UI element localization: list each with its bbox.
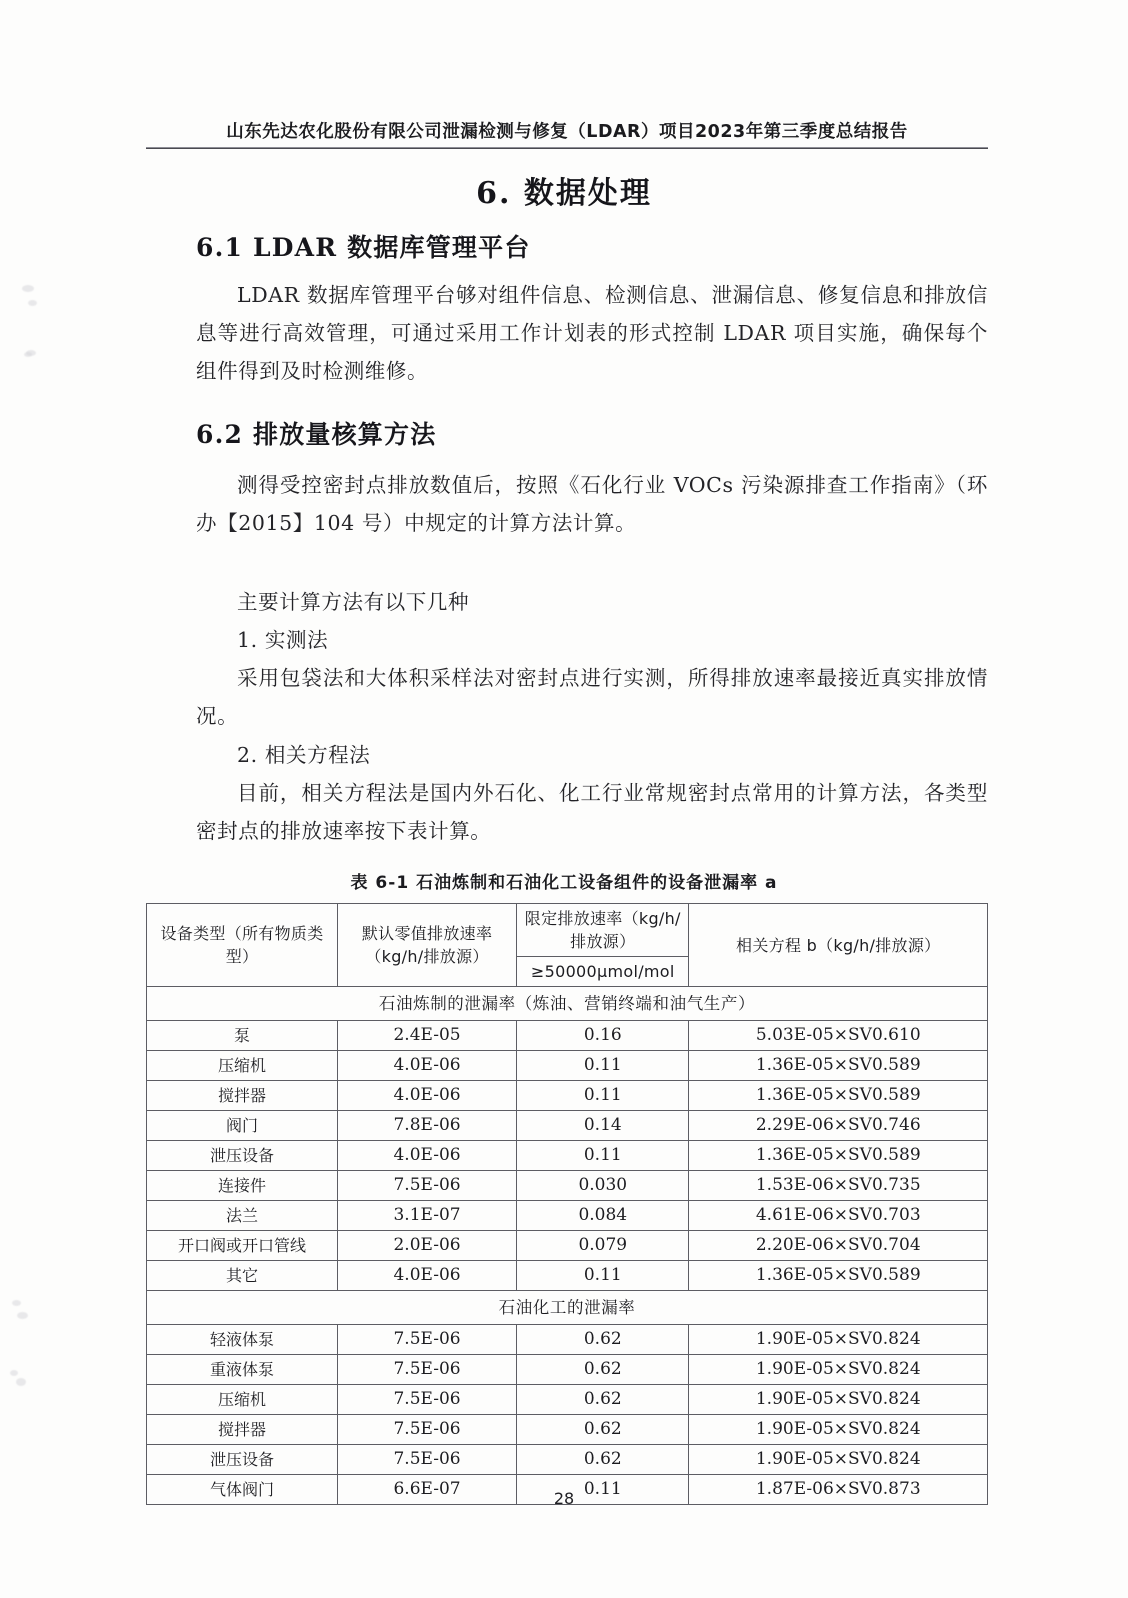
paragraph-6-2-6: 目前，相关方程法是国内外石化、化工行业常规密封点常用的计算方法，各类型密封点的排放速率按下表计算。 [196, 781, 988, 843]
running-header [146, 118, 988, 149]
cell-equipment-type: 阀门 [147, 1111, 338, 1141]
table-body [147, 987, 988, 1505]
table-group-header [147, 1291, 988, 1325]
cell-default-rate: 4.0E-06 [338, 1051, 517, 1081]
cell-limit-rate: 0.11 [517, 1051, 689, 1081]
cell-limit-rate: 0.11 [517, 1475, 689, 1505]
leak-rate-table [146, 903, 988, 1505]
cell-equipment-type: 泄压设备 [147, 1445, 338, 1475]
cell-equipment-type: 重液体泵 [147, 1355, 338, 1385]
cell-equation: 1.53E-06×SV0.735 [689, 1171, 988, 1201]
scan-artifact [17, 1312, 28, 1319]
cell-equipment-type: 搅拌器 [147, 1415, 338, 1445]
cell-equation: 4.61E-06×SV0.703 [689, 1201, 988, 1231]
table-row [147, 1325, 988, 1355]
table-row [147, 1261, 988, 1291]
table-group-title: 石油化工的泄漏率 [147, 1291, 988, 1325]
table-row [147, 1445, 988, 1475]
cell-equation: 1.36E-05×SV0.589 [689, 1051, 988, 1081]
cell-limit-rate: 0.62 [517, 1325, 689, 1355]
table-row [147, 1385, 988, 1415]
table-row [147, 1201, 988, 1231]
table-row [147, 1171, 988, 1201]
cell-equation: 1.36E-05×SV0.589 [689, 1261, 988, 1291]
table-row [147, 1111, 988, 1141]
table-group-header [147, 987, 988, 1021]
table-group-title: 石油炼制的泄漏率（炼油、营销终端和油气生产） [147, 987, 988, 1021]
cell-default-rate: 7.5E-06 [338, 1171, 517, 1201]
scan-artifact [24, 352, 32, 357]
cell-default-rate: 7.5E-06 [338, 1415, 517, 1445]
cell-default-rate: 4.0E-06 [338, 1261, 517, 1291]
cell-limit-rate: 0.62 [517, 1445, 689, 1475]
cell-default-rate: 2.0E-06 [338, 1231, 517, 1261]
section-heading-6-1: 6.1 LDAR 数据库管理平台 [196, 233, 531, 262]
cell-equipment-type: 泵 [147, 1021, 338, 1051]
cell-equation: 2.29E-06×SV0.746 [689, 1111, 988, 1141]
cell-equation: 1.90E-05×SV0.824 [689, 1415, 988, 1445]
table-header-equation: 相关方程 b（kg/h/排放源） [689, 904, 988, 987]
cell-equipment-type: 轻液体泵 [147, 1325, 338, 1355]
cell-equipment-type: 泄压设备 [147, 1141, 338, 1171]
cell-limit-rate: 0.62 [517, 1415, 689, 1445]
paragraph-6-2-3: 1. 实测法 [237, 628, 329, 652]
page-number: 28 [553, 1489, 575, 1508]
cell-equation: 2.20E-06×SV0.704 [689, 1231, 988, 1261]
cell-equipment-type: 压缩机 [147, 1051, 338, 1081]
cell-equipment-type: 开口阀或开口管线 [147, 1231, 338, 1261]
cell-equation: 1.36E-05×SV0.589 [689, 1141, 988, 1171]
cell-equation: 1.90E-05×SV0.824 [689, 1445, 988, 1475]
cell-default-rate: 7.5E-06 [338, 1355, 517, 1385]
cell-limit-rate: 0.11 [517, 1081, 689, 1111]
paragraph-6-1-1: LDAR 数据库管理平台够对组件信息、检测信息、泄漏信息、修复信息和排放信息等进行高效管理，可通过采用工作计划表的形式控制 LDAR 项目实施，确保每个组件得到及时检测维修。 [196, 283, 988, 383]
table-header-limit-rate: 限定排放速率（kg/h/排放源） [517, 904, 689, 957]
cell-limit-rate: 0.11 [517, 1261, 689, 1291]
cell-limit-rate: 0.030 [517, 1171, 689, 1201]
cell-limit-rate: 0.16 [517, 1021, 689, 1051]
cell-limit-rate: 0.62 [517, 1385, 689, 1415]
table-row [147, 1141, 988, 1171]
cell-equipment-type: 气体阀门 [147, 1475, 338, 1505]
scan-artifact [22, 285, 34, 292]
section-heading-6-2: 6.2 排放量核算方法 [196, 420, 437, 449]
paragraph-6-2-1: 测得受控密封点排放数值后，按照《石化行业 VOCs 污染源排查工作指南》（环办【2015】104 号）中规定的计算方法计算。 [196, 473, 988, 535]
cell-default-rate: 4.0E-06 [338, 1141, 517, 1171]
table-header-default-rate: 默认零值排放速率（kg/h/排放源） [338, 904, 517, 987]
table-row [147, 1081, 988, 1111]
scan-artifact [12, 1300, 21, 1306]
table-caption: 表 6-1 石油炼制和石油化工设备组件的设备泄漏率 a [350, 873, 778, 893]
cell-default-rate: 6.6E-07 [338, 1475, 517, 1505]
table-header-limit-rate-threshold: ≥50000μmol/mol [517, 957, 689, 987]
cell-equipment-type: 压缩机 [147, 1385, 338, 1415]
cell-default-rate: 2.4E-05 [338, 1021, 517, 1051]
cell-default-rate: 7.5E-06 [338, 1445, 517, 1475]
table-row [147, 1415, 988, 1445]
cell-limit-rate: 0.079 [517, 1231, 689, 1261]
cell-equation: 5.03E-05×SV0.610 [689, 1021, 988, 1051]
cell-limit-rate: 0.084 [517, 1201, 689, 1231]
cell-equation: 1.90E-05×SV0.824 [689, 1355, 988, 1385]
cell-equation: 1.90E-05×SV0.824 [689, 1325, 988, 1355]
cell-equation: 1.87E-06×SV0.873 [689, 1475, 988, 1505]
cell-default-rate: 7.5E-06 [338, 1385, 517, 1415]
cell-limit-rate: 0.14 [517, 1111, 689, 1141]
cell-equipment-type: 连接件 [147, 1171, 338, 1201]
paragraph-6-2-4: 采用包袋法和大体积采样法对密封点进行实测，所得排放速率最接近真实排放情况。 [196, 666, 988, 728]
table-row [147, 1231, 988, 1261]
table-header-equipment-type: 设备类型（所有物质类型） [147, 904, 338, 987]
cell-equipment-type: 其它 [147, 1261, 338, 1291]
cell-default-rate: 7.5E-06 [338, 1325, 517, 1355]
cell-equation: 1.36E-05×SV0.589 [689, 1081, 988, 1111]
paragraph-6-2-5: 2. 相关方程法 [237, 743, 371, 767]
cell-default-rate: 3.1E-07 [338, 1201, 517, 1231]
cell-default-rate: 4.0E-06 [338, 1081, 517, 1111]
scan-artifact [28, 300, 37, 306]
cell-equation: 1.90E-05×SV0.824 [689, 1385, 988, 1415]
cell-equipment-type: 法兰 [147, 1201, 338, 1231]
table-row [147, 1051, 988, 1081]
scan-artifact [10, 1370, 18, 1376]
scan-artifact [16, 1378, 26, 1386]
cell-limit-rate: 0.62 [517, 1355, 689, 1385]
cell-equipment-type: 搅拌器 [147, 1081, 338, 1111]
table-row [147, 1021, 988, 1051]
running-header-text: 山东先达农化股份有限公司泄漏检测与修复（LDAR）项目2023年第三季度总结报告 [226, 122, 908, 142]
cell-default-rate: 7.8E-06 [338, 1111, 517, 1141]
page-title: 6. 数据处理 [476, 176, 652, 211]
table-row [147, 1355, 988, 1385]
header-rule [146, 147, 988, 149]
paragraph-6-2-2: 主要计算方法有以下几种 [237, 590, 470, 614]
cell-limit-rate: 0.11 [517, 1141, 689, 1171]
